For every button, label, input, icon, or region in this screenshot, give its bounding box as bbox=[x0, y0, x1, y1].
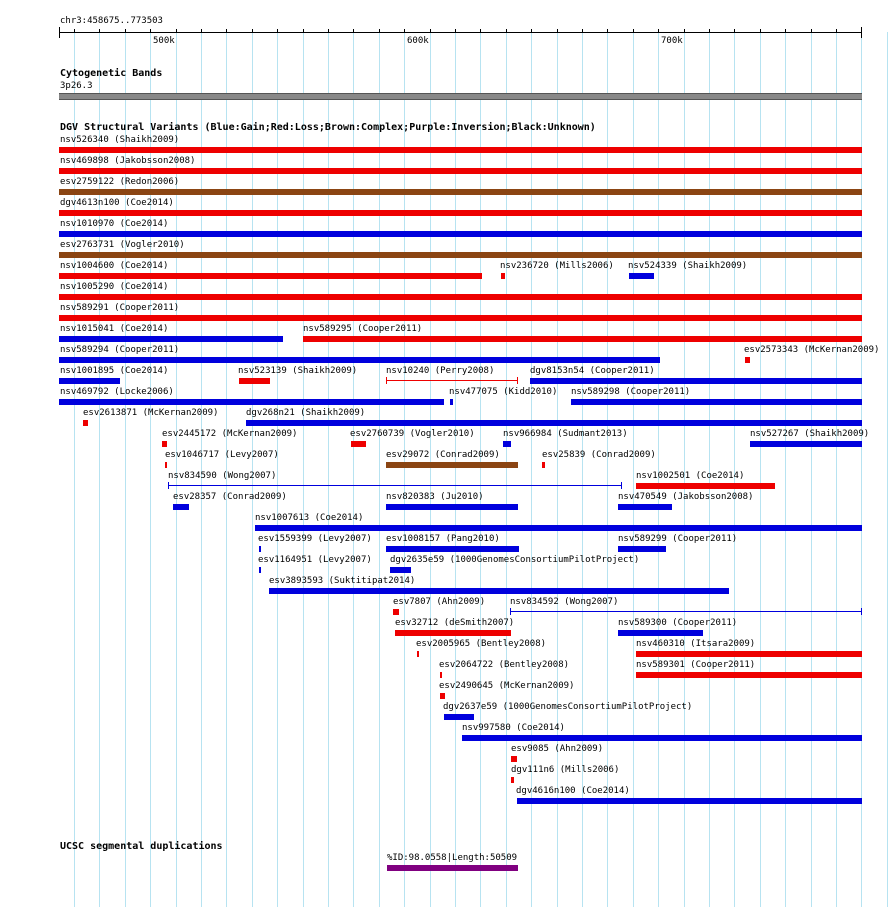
grid-line bbox=[658, 32, 659, 907]
grid-line bbox=[480, 32, 481, 907]
feature-bar-nsv589299[interactable] bbox=[618, 546, 666, 552]
feature-cap-end bbox=[517, 377, 518, 384]
grid-line bbox=[861, 32, 862, 907]
feature-cap-start bbox=[510, 608, 511, 615]
ruler-axis bbox=[59, 32, 862, 33]
ruler-tick bbox=[99, 29, 100, 33]
feature-label-nsv469792[interactable]: nsv469792 (Locke2006) bbox=[60, 387, 174, 397]
feature-label-nsv1001895[interactable]: nsv1001895 (Coe2014) bbox=[60, 366, 169, 376]
cytoband-bar[interactable] bbox=[59, 93, 862, 100]
ruler-tick bbox=[861, 29, 862, 33]
dgv-track-title: DGV Structural Variants (Blue:Gain;Red:Loss;Brown:Complex;Purple:Inversion;Black:Unknown) bbox=[60, 122, 596, 133]
feature-label-esv29072[interactable]: esv29072 (Conrad2009) bbox=[386, 450, 500, 460]
feature-bar-nsv589295[interactable] bbox=[303, 336, 862, 342]
segdup-label: %ID:98.0558|Length:50509 bbox=[387, 853, 518, 863]
feature-label-nsv589300[interactable]: nsv589300 (Cooper2011) bbox=[618, 618, 738, 628]
ruler-tick bbox=[379, 29, 380, 33]
ruler-tick bbox=[607, 29, 608, 33]
ruler-tick bbox=[328, 29, 329, 33]
feature-bar-esv3893593[interactable] bbox=[269, 588, 729, 594]
feature-label-esv2760739[interactable]: esv2760739 (Vogler2010) bbox=[350, 429, 475, 439]
feature-label-esv25839[interactable]: esv25839 (Conrad2009) bbox=[542, 450, 656, 460]
feature-bar-nsv10240[interactable] bbox=[386, 380, 518, 381]
feature-label-nsv997580[interactable]: nsv997580 (Coe2014) bbox=[462, 723, 565, 733]
grid-line bbox=[328, 32, 329, 907]
tick-label-600k: 600k bbox=[407, 36, 429, 46]
grid-line bbox=[785, 32, 786, 907]
feature-label-nsv966984[interactable]: nsv966984 (Sudmant2013) bbox=[503, 429, 628, 439]
feature-label-nsv1015041[interactable]: nsv1015041 (Coe2014) bbox=[60, 324, 169, 334]
grid-line bbox=[836, 32, 837, 907]
feature-label-esv2613871[interactable]: esv2613871 (McKernan2009) bbox=[83, 408, 219, 418]
feature-label-nsv527267[interactable]: nsv527267 (Shaikh2009) bbox=[750, 429, 870, 439]
feature-bar-nsv589298[interactable] bbox=[571, 399, 862, 405]
ruler-tick bbox=[760, 29, 761, 33]
ruler-tick bbox=[684, 29, 685, 33]
cytoband-name: 3p26.3 bbox=[60, 81, 93, 91]
grid-line bbox=[887, 32, 888, 907]
feature-bar-dgv111n6[interactable] bbox=[511, 777, 514, 783]
feature-label-nsv1004600[interactable]: nsv1004600 (Coe2014) bbox=[60, 261, 169, 271]
feature-label-esv32712[interactable]: esv32712 (deSmith2007) bbox=[395, 618, 515, 628]
feature-label-nsv589298[interactable]: nsv589298 (Cooper2011) bbox=[571, 387, 691, 397]
feature-label-nsv589299[interactable]: nsv589299 (Cooper2011) bbox=[618, 534, 738, 544]
feature-bar-esv2573343[interactable] bbox=[745, 357, 750, 363]
feature-bar-esv1008157[interactable] bbox=[386, 546, 519, 552]
feature-bar-nsv834592[interactable] bbox=[510, 611, 862, 612]
feature-bar-nsv1002501[interactable] bbox=[636, 483, 775, 489]
feature-bar-esv1046717[interactable] bbox=[165, 462, 167, 468]
feature-bar-dgv8153n54[interactable] bbox=[530, 378, 862, 384]
feature-bar-dgv2635e59[interactable] bbox=[390, 567, 411, 573]
ruler-tick bbox=[303, 29, 304, 33]
feature-bar-esv2759122[interactable] bbox=[59, 189, 862, 195]
feature-label-nsv589295[interactable]: nsv589295 (Cooper2011) bbox=[303, 324, 423, 334]
grid-line bbox=[684, 32, 685, 907]
feature-bar-nsv966984[interactable] bbox=[503, 441, 511, 447]
feature-label-nsv820383[interactable]: nsv820383 (Ju2010) bbox=[386, 492, 484, 502]
feature-bar-nsv1010970[interactable] bbox=[59, 231, 862, 237]
feature-bar-nsv477075[interactable] bbox=[450, 399, 453, 405]
feature-label-esv7807[interactable]: esv7807 (Ahn2009) bbox=[393, 597, 486, 607]
feature-label-nsv477075[interactable]: nsv477075 (Kidd2010) bbox=[449, 387, 558, 397]
ruler-tick bbox=[176, 29, 177, 33]
feature-bar-dgv2637e59[interactable] bbox=[444, 714, 474, 720]
feature-bar-esv9085[interactable] bbox=[511, 756, 517, 762]
feature-label-nsv1002501[interactable]: nsv1002501 (Coe2014) bbox=[636, 471, 745, 481]
ruler-tick bbox=[582, 29, 583, 33]
ruler-tick bbox=[506, 29, 507, 33]
feature-bar-nsv834590[interactable] bbox=[168, 485, 622, 486]
feature-bar-dgv4616n100[interactable] bbox=[517, 798, 862, 804]
feature-label-nsv1007613[interactable]: nsv1007613 (Coe2014) bbox=[255, 513, 364, 523]
feature-bar-esv2490645[interactable] bbox=[440, 693, 445, 699]
feature-label-nsv524339[interactable]: nsv524339 (Shaikh2009) bbox=[628, 261, 748, 271]
grid-line bbox=[353, 32, 354, 907]
ruler-tick bbox=[734, 29, 735, 33]
feature-label-nsv470549[interactable]: nsv470549 (Jakobsson2008) bbox=[618, 492, 754, 502]
feature-cap-start bbox=[168, 482, 169, 489]
feature-bar-esv2445172[interactable] bbox=[162, 441, 167, 447]
feature-bar-nsv1015041[interactable] bbox=[59, 336, 283, 342]
feature-label-esv2490645[interactable]: esv2490645 (McKernan2009) bbox=[439, 681, 575, 691]
feature-label-esv2573343[interactable]: esv2573343 (McKernan2009) bbox=[744, 345, 880, 355]
feature-bar-nsv589300[interactable] bbox=[618, 630, 703, 636]
feature-bar-esv32712[interactable] bbox=[395, 630, 511, 636]
feature-bar-nsv589294[interactable] bbox=[59, 357, 660, 363]
feature-bar-esv2064722[interactable] bbox=[440, 672, 442, 678]
grid-line bbox=[404, 32, 405, 907]
ruler-tick bbox=[480, 29, 481, 33]
feature-label-esv2445172[interactable]: esv2445172 (McKernan2009) bbox=[162, 429, 298, 439]
cytoband-track-title: Cytogenetic Bands bbox=[60, 68, 163, 79]
feature-label-dgv2635e59[interactable]: dgv2635e59 (1000GenomesConsortiumPilotProject) bbox=[390, 555, 640, 565]
feature-bar-dgv268n21[interactable] bbox=[246, 420, 862, 426]
ruler-tick bbox=[836, 29, 837, 33]
ruler-tick bbox=[252, 29, 253, 33]
feature-bar-nsv589291[interactable] bbox=[59, 315, 862, 321]
ruler-tick bbox=[811, 29, 812, 33]
feature-label-nsv1005290[interactable]: nsv1005290 (Coe2014) bbox=[60, 282, 169, 292]
feature-bar-nsv1004600[interactable] bbox=[59, 273, 482, 279]
feature-bar-nsv997580[interactable] bbox=[462, 735, 862, 741]
feature-bar-nsv1007613[interactable] bbox=[255, 525, 862, 531]
ruler-tick bbox=[531, 29, 532, 33]
feature-label-nsv834590[interactable]: nsv834590 (Wong2007) bbox=[168, 471, 277, 481]
feature-label-esv2763731[interactable]: esv2763731 (Vogler2010) bbox=[60, 240, 185, 250]
grid-line bbox=[430, 32, 431, 907]
ruler-tick bbox=[633, 29, 634, 33]
feature-label-esv2005965[interactable]: esv2005965 (Bentley2008) bbox=[416, 639, 547, 649]
feature-bar-esv28357[interactable] bbox=[173, 504, 189, 510]
feature-label-esv1008157[interactable]: esv1008157 (Pang2010) bbox=[386, 534, 500, 544]
ruler-tick bbox=[404, 29, 405, 33]
feature-bar-esv2763731[interactable] bbox=[59, 252, 862, 258]
grid-line bbox=[226, 32, 227, 907]
feature-label-esv2064722[interactable]: esv2064722 (Bentley2008) bbox=[439, 660, 570, 670]
feature-bar-nsv820383[interactable] bbox=[386, 504, 518, 510]
ruler-tick bbox=[430, 29, 431, 33]
feature-bar-esv29072[interactable] bbox=[386, 462, 518, 468]
ruler-tick bbox=[150, 29, 151, 33]
ruler-tick bbox=[74, 29, 75, 33]
feature-bar-nsv523139[interactable] bbox=[239, 378, 270, 384]
feature-label-nsv589291[interactable]: nsv589291 (Cooper2011) bbox=[60, 303, 180, 313]
feature-bar-esv2005965[interactable] bbox=[417, 651, 419, 657]
feature-label-esv28357[interactable]: esv28357 (Conrad2009) bbox=[173, 492, 287, 502]
feature-label-nsv526340[interactable]: nsv526340 (Shaikh2009) bbox=[60, 135, 180, 145]
segdup-bar[interactable] bbox=[387, 865, 518, 871]
feature-label-esv1559399[interactable]: esv1559399 (Levy2007) bbox=[258, 534, 372, 544]
feature-cap-end bbox=[861, 608, 862, 615]
feature-bar-esv25839[interactable] bbox=[542, 462, 545, 468]
feature-label-nsv10240[interactable]: nsv10240 (Perry2008) bbox=[386, 366, 495, 376]
grid-line bbox=[506, 32, 507, 907]
ruler-tick bbox=[557, 29, 558, 33]
grid-line bbox=[252, 32, 253, 907]
feature-label-nsv236720[interactable]: nsv236720 (Mills2006) bbox=[500, 261, 614, 271]
ruler-tick bbox=[658, 29, 659, 33]
feature-bar-nsv1005290[interactable] bbox=[59, 294, 862, 300]
feature-bar-nsv589301[interactable] bbox=[636, 672, 862, 678]
feature-bar-esv1559399[interactable] bbox=[259, 546, 261, 552]
feature-label-dgv2637e59[interactable]: dgv2637e59 (1000GenomesConsortiumPilotProject) bbox=[443, 702, 693, 712]
feature-bar-nsv526340[interactable] bbox=[59, 147, 862, 153]
feature-bar-esv2613871[interactable] bbox=[83, 420, 88, 426]
feature-bar-nsv469792[interactable] bbox=[59, 399, 444, 405]
grid-line bbox=[709, 32, 710, 907]
feature-label-esv3893593[interactable]: esv3893593 (Suktitipat2014) bbox=[269, 576, 416, 586]
feature-label-dgv4613n100[interactable]: dgv4613n100 (Coe2014) bbox=[60, 198, 174, 208]
feature-bar-nsv460310[interactable] bbox=[636, 651, 862, 657]
feature-label-esv9085[interactable]: esv9085 (Ahn2009) bbox=[511, 744, 604, 754]
feature-label-esv2759122[interactable]: esv2759122 (Redon2006) bbox=[60, 177, 180, 187]
ruler-tick bbox=[455, 29, 456, 33]
grid-line bbox=[201, 32, 202, 907]
feature-label-dgv268n21[interactable]: dgv268n21 (Shaikh2009) bbox=[246, 408, 366, 418]
ruler-tick bbox=[201, 29, 202, 33]
feature-bar-nsv469898[interactable] bbox=[59, 168, 862, 174]
feature-bar-nsv236720[interactable] bbox=[501, 273, 505, 279]
grid-line bbox=[277, 32, 278, 907]
feature-bar-nsv1001895[interactable] bbox=[59, 378, 120, 384]
feature-bar-esv2760739[interactable] bbox=[351, 441, 366, 447]
ruler-tick bbox=[353, 29, 354, 33]
feature-label-nsv523139[interactable]: nsv523139 (Shaikh2009) bbox=[238, 366, 358, 376]
feature-bar-dgv4613n100[interactable] bbox=[59, 210, 862, 216]
grid-line bbox=[455, 32, 456, 907]
feature-label-dgv4616n100[interactable]: dgv4616n100 (Coe2014) bbox=[516, 786, 630, 796]
grid-line bbox=[760, 32, 761, 907]
feature-label-nsv1010970[interactable]: nsv1010970 (Coe2014) bbox=[60, 219, 169, 229]
feature-bar-esv7807[interactable] bbox=[393, 609, 399, 615]
feature-label-nsv460310[interactable]: nsv460310 (Itsara2009) bbox=[636, 639, 756, 649]
feature-cap-end bbox=[621, 482, 622, 489]
feature-label-dgv8153n54[interactable]: dgv8153n54 (Cooper2011) bbox=[530, 366, 655, 376]
grid-line bbox=[303, 32, 304, 907]
ruler-tick bbox=[125, 29, 126, 33]
ruler-tick bbox=[709, 29, 710, 33]
feature-cap-start bbox=[386, 377, 387, 384]
ruler-tick bbox=[226, 29, 227, 33]
feature-label-nsv834592[interactable]: nsv834592 (Wong2007) bbox=[510, 597, 619, 607]
segdup-track-title: UCSC segmental duplications bbox=[60, 841, 223, 852]
feature-label-nsv589294[interactable]: nsv589294 (Cooper2011) bbox=[60, 345, 180, 355]
ruler-tick bbox=[277, 29, 278, 33]
feature-label-esv1164951[interactable]: esv1164951 (Levy2007) bbox=[258, 555, 372, 565]
grid-line bbox=[633, 32, 634, 907]
tick-label-700k: 700k bbox=[661, 36, 683, 46]
feature-bar-nsv470549[interactable] bbox=[618, 504, 672, 510]
ruler-end-left bbox=[59, 27, 60, 38]
feature-bar-nsv527267[interactable] bbox=[750, 441, 862, 447]
feature-label-nsv589301[interactable]: nsv589301 (Cooper2011) bbox=[636, 660, 756, 670]
feature-bar-esv1164951[interactable] bbox=[259, 567, 261, 573]
grid-line bbox=[811, 32, 812, 907]
position-label: chr3:458675..773503 bbox=[60, 16, 163, 26]
grid-line bbox=[379, 32, 380, 907]
tick-label-500k: 500k bbox=[153, 36, 175, 46]
grid-line bbox=[734, 32, 735, 907]
ruler-tick bbox=[785, 29, 786, 33]
feature-label-nsv469898[interactable]: nsv469898 (Jakobsson2008) bbox=[60, 156, 196, 166]
feature-bar-nsv524339[interactable] bbox=[629, 273, 654, 279]
feature-label-dgv111n6[interactable]: dgv111n6 (Mills2006) bbox=[511, 765, 620, 775]
feature-label-esv1046717[interactable]: esv1046717 (Levy2007) bbox=[165, 450, 279, 460]
